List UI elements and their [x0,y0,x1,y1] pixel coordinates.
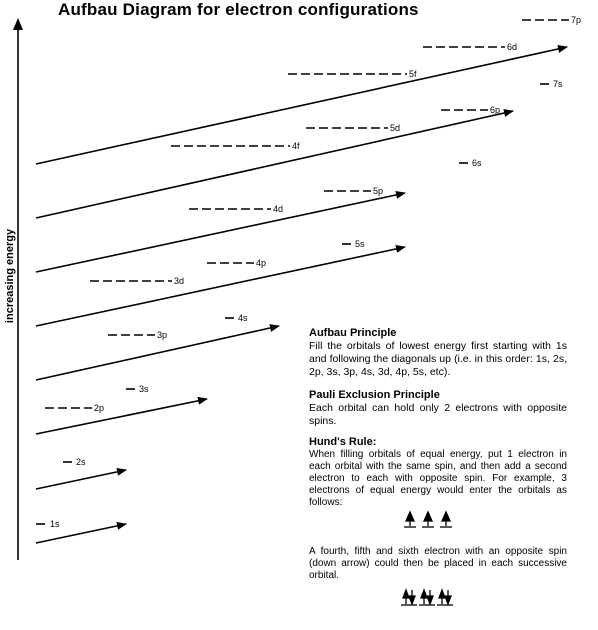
up-spin-arrow-icon [422,512,434,527]
orbital-label-5p: 5p [373,186,384,196]
paired-spin-arrows-icon [437,590,453,605]
energy-axis-label: increasing energy [4,228,16,324]
paired-spin-arrows-icon [419,590,435,605]
hund-text: When filling orbitals of equal energy, put 1 electron in each orbital with the same spin, and then add a second electron to each with opposite spin. For example, 3 electrons of equal energy would enter the orbitals as follows: [309,449,567,508]
orbital-label-3p: 3p [157,330,168,340]
up-spin-arrow-icon [440,512,452,527]
aufbau-principle [309,327,567,379]
hund-heading: Hund's Rule: [309,436,377,448]
pauli-text: Each orbital can hold only 2 electrons with opposite spins. [309,402,567,427]
orbital-label-2p: 2p [94,403,105,413]
orbital-label-6p: 6p [490,105,501,115]
orbital-label-4d: 4d [273,204,284,214]
pauli-heading: Pauli Exclusion Principle [309,389,440,401]
opposite-spin-text: A fourth, fifth and sixth electron with an opposite spin (down arrow) could then be placed in each successive orbital. [309,546,567,581]
orbital-label-6d: 6d [507,42,518,52]
aufbau-text: Fill the orbitals of lowest energy first starting with 1s and following the diagonals up (i.e. in this order: 1s, 2s, 2p, 3s, 3p, 4s, 3d, 4p, 5s, etc). [309,340,567,378]
aufbau-heading: Aufbau Principle [309,327,397,339]
orbital-label-3d: 3d [174,276,185,286]
orbital-label-4p: 4p [256,258,267,268]
orbital-label-5s: 5s [355,239,365,249]
hund-example-up-spins [404,512,452,527]
energy-axis-arrowhead [13,18,23,30]
orbital-label-3s: 3s [139,384,149,394]
orbital-label-1s: 1s [50,519,60,529]
orbital-label-5d: 5d [390,123,401,133]
up-spin-arrow-icon [404,512,416,527]
paired-spins-example [401,590,453,605]
paired-spin-arrows-icon [401,590,417,605]
pauli-principle [309,389,567,428]
diagram-title: Aufbau Diagram for electron configurations [58,0,419,19]
orbital-label-6s: 6s [472,158,482,168]
orbital-label-7p: 7p [571,15,582,25]
opposite-spin-note [309,546,567,582]
orbital-label-5f: 5f [409,69,417,79]
orbital-label-2s: 2s [76,457,86,467]
orbital-label-7s: 7s [553,79,563,89]
diagonal-arrow-2 [36,470,126,489]
orbital-label-4f: 4f [292,141,300,151]
diagonal-arrow-7 [36,111,513,218]
orbital-label-4s: 4s [238,313,248,323]
diagonal-arrow-5 [36,247,405,326]
diagonal-arrow-3 [36,399,207,434]
hunds-rule [309,436,567,509]
diagonal-arrow-8 [36,47,567,164]
